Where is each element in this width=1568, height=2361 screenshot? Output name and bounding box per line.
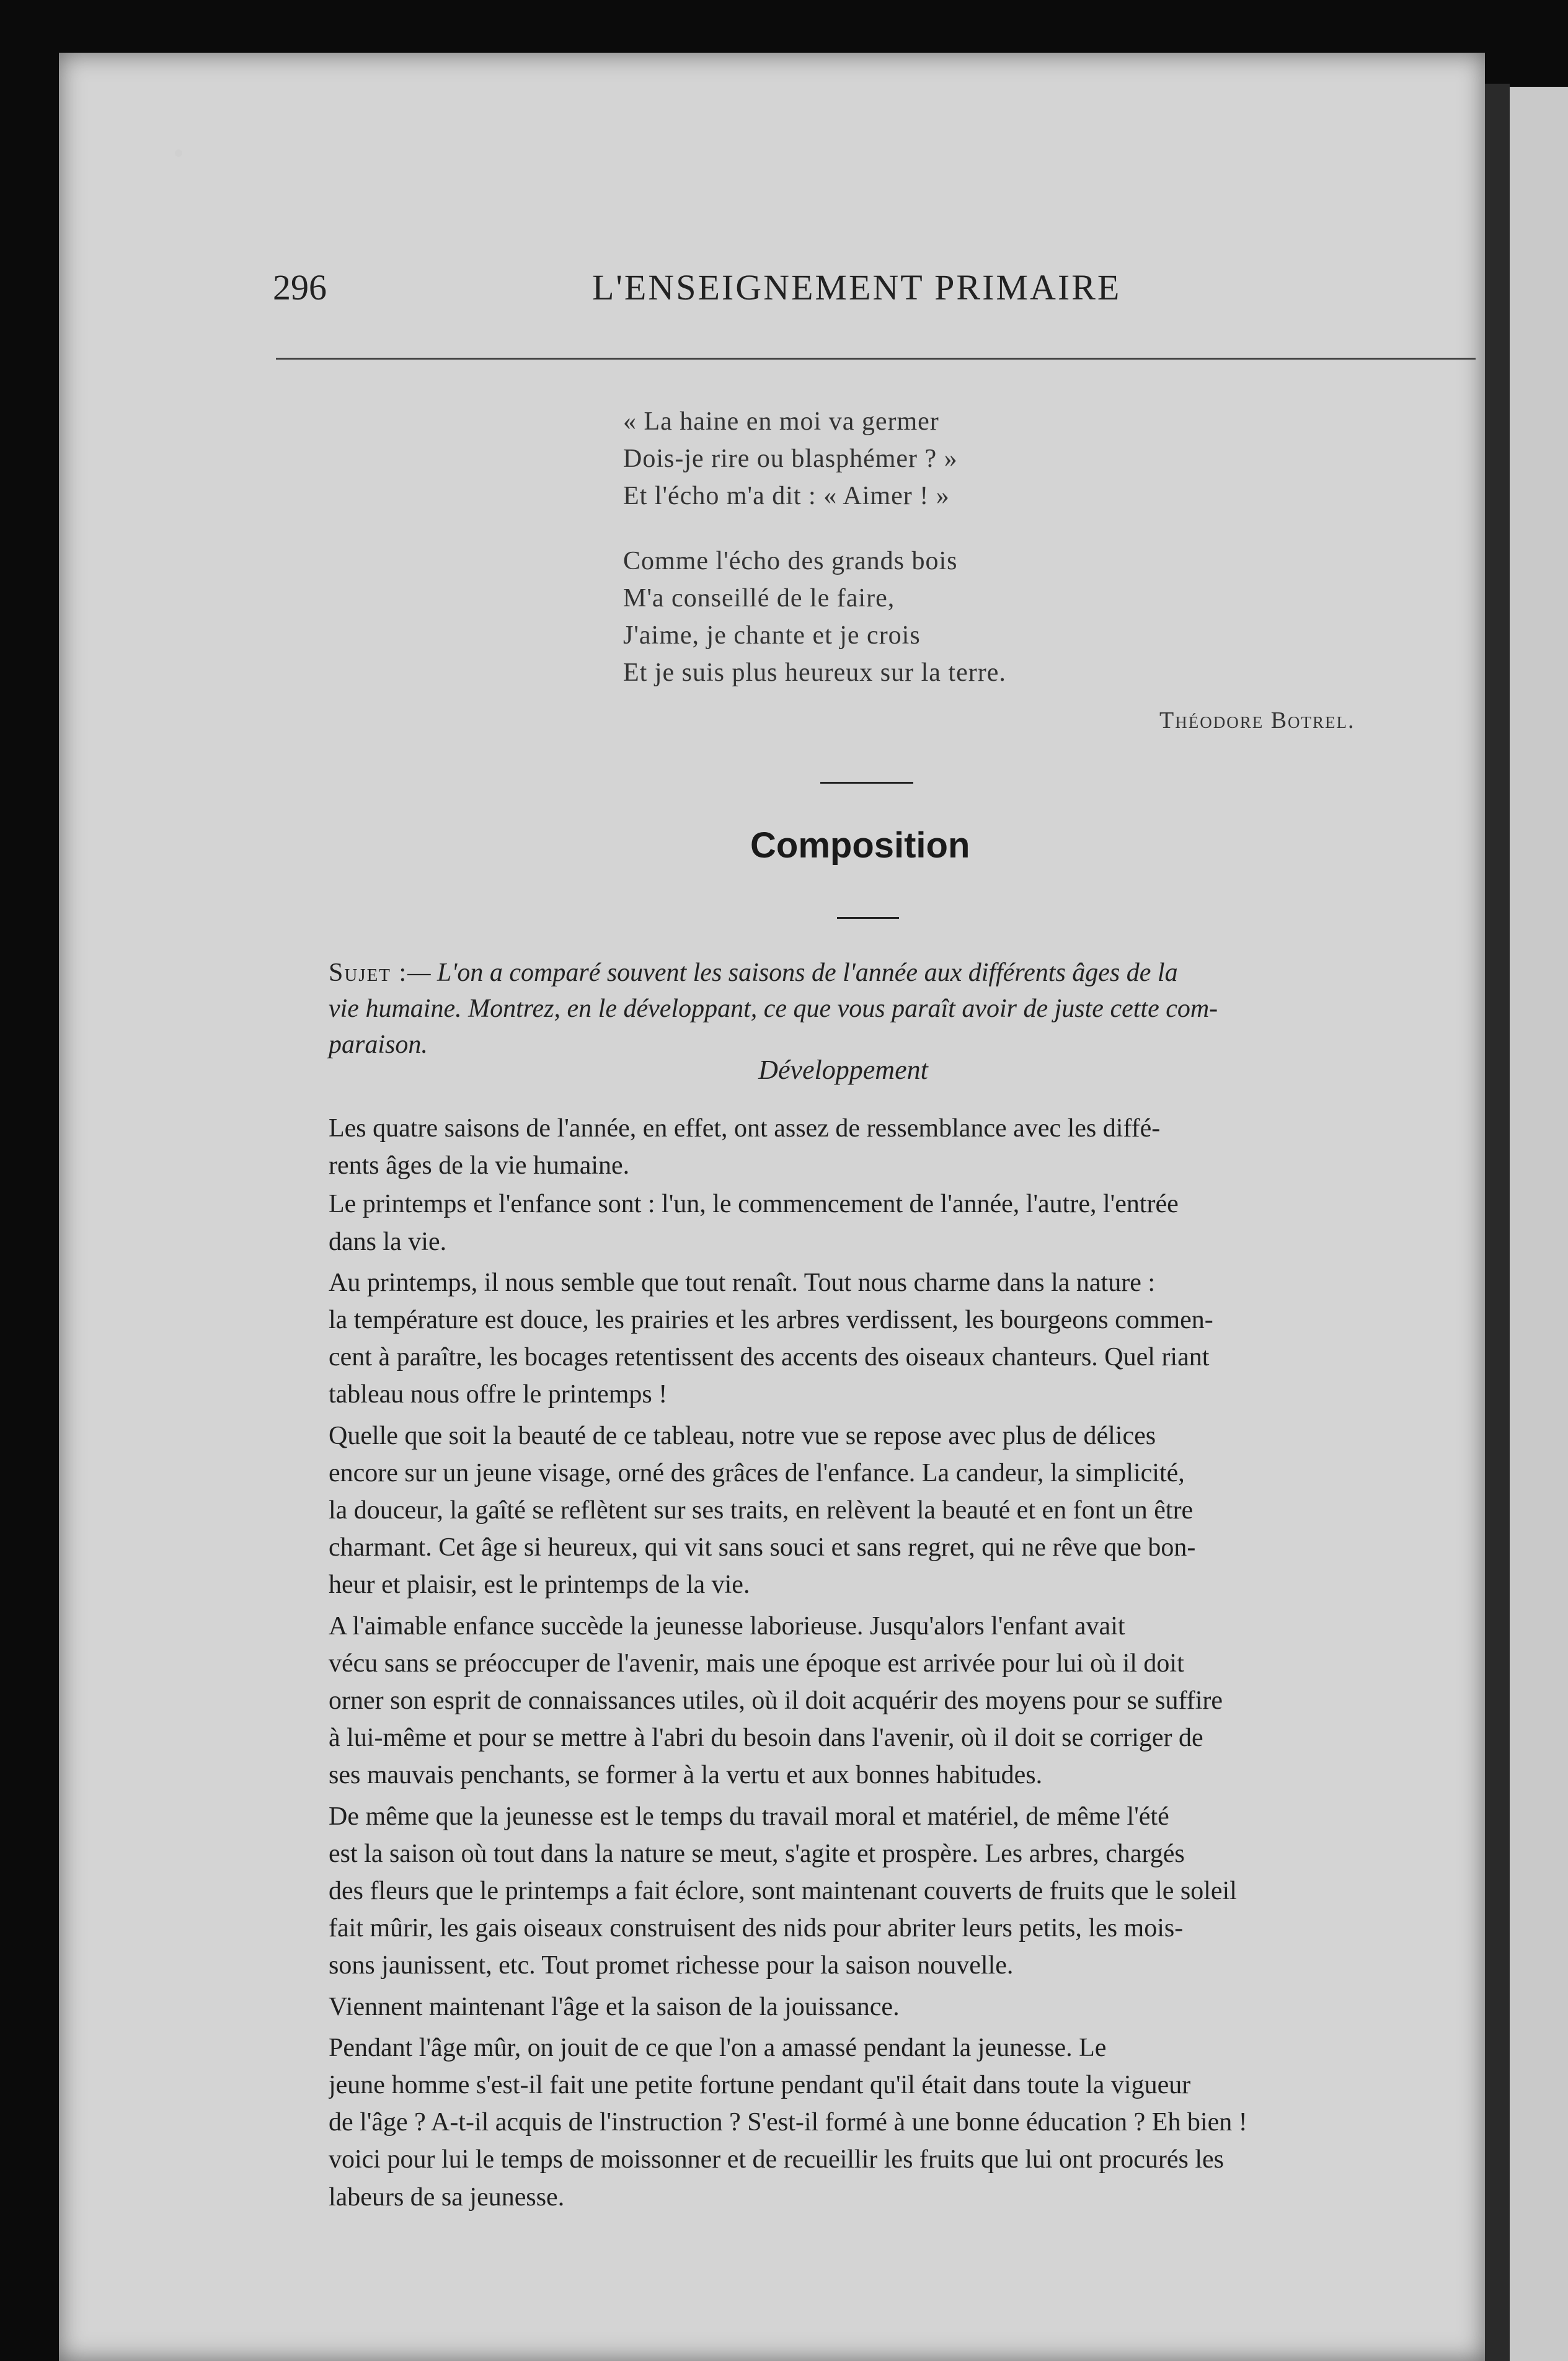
composition-body bbox=[329, 1110, 1473, 2216]
running-title: L'ENSEIGNEMENT PRIMAIRE bbox=[592, 267, 1122, 308]
text-line: cent à paraître, les bocages retentissent des accents des oiseaux chanteurs. Quel riant bbox=[329, 1343, 1210, 1372]
subject-label: Sujet : bbox=[329, 959, 408, 987]
paragraph bbox=[329, 1608, 1473, 1794]
page-number: 296 bbox=[273, 267, 327, 308]
poem-line: Et l'écho m'a dit : « Aimer ! » bbox=[623, 482, 950, 510]
ornament-rule-top bbox=[820, 782, 913, 784]
section-title: Composition bbox=[750, 825, 970, 866]
text-line: de l'âge ? A-t-il acquis de l'instruction ? S'est-il formé à une bonne éducation ? Eh bien ! bbox=[329, 2108, 1247, 2137]
paragraph bbox=[329, 1110, 1473, 1184]
subject-line: paraison. bbox=[329, 1030, 428, 1059]
text-line: Viennent maintenant l'âge et la saison de la jouissance. bbox=[329, 1992, 900, 2021]
text-line: tableau nous offre le printemps ! bbox=[329, 1380, 668, 1409]
text-line: labeurs de sa jeunesse. bbox=[329, 2182, 565, 2212]
poem-line: « La haine en moi va germer bbox=[623, 407, 939, 436]
text-line: Les quatre saisons de l'année, en effet, ont assez de ressemblance avec les diffé- bbox=[329, 1114, 1161, 1143]
text-line: encore sur un jeune visage, orné des grâces de l'enfance. La candeur, la simplicité, bbox=[329, 1458, 1185, 1487]
header-rule bbox=[276, 358, 1476, 360]
paragraph bbox=[329, 1264, 1473, 1414]
text-line: Au printemps, il nous semble que tout renaît. Tout nous charme dans la nature : bbox=[329, 1268, 1156, 1297]
subject-line: vie humaine. Montrez, en le développant, ce que vous paraît avoir de juste cette com- bbox=[329, 994, 1218, 1023]
text-line: De même que la jeunesse est le temps du travail moral et matériel, de même l'été bbox=[329, 1802, 1169, 1831]
paragraph bbox=[329, 1988, 1473, 2026]
text-line: Pendant l'âge mûr, on jouit de ce que l'on a amassé pendant la jeunesse. Le bbox=[329, 2033, 1107, 2062]
text-line: vécu sans se préoccuper de l'avenir, mais une époque est arrivée pour lui où il doit bbox=[329, 1649, 1184, 1678]
poem-author: Théodore Botrel. bbox=[1159, 707, 1355, 733]
paragraph bbox=[329, 2029, 1473, 2216]
text-line: heur et plaisir, est le printemps de la vie. bbox=[329, 1570, 750, 1600]
subject-line: — L'on a comparé souvent les saisons de l'année aux différents âges de la bbox=[407, 959, 1178, 987]
poem-line: Et je suis plus heureux sur la terre. bbox=[623, 658, 1006, 687]
text-line: A l'aimable enfance succède la jeunesse laborieuse. Jusqu'alors l'enfant avait bbox=[329, 1611, 1125, 1641]
development-title: Développement bbox=[758, 1055, 928, 1085]
text-line: Quelle que soit la beauté de ce tableau, notre vue se repose avec plus de délices bbox=[329, 1421, 1156, 1450]
text-line: orner son esprit de connaissances utiles, où il doit acquérir des moyens pour se suffire bbox=[329, 1686, 1223, 1716]
subject-statement bbox=[329, 955, 1473, 1063]
text-line: sons jaunissent, etc. Tout promet richesse pour la saison nouvelle. bbox=[329, 1951, 1014, 1980]
text-line: dans la vie. bbox=[329, 1227, 447, 1256]
text-line: rents âges de la vie humaine. bbox=[329, 1151, 630, 1180]
text-line: est la saison où tout dans la nature se meut, s'agite et prospère. Les arbres, chargés bbox=[329, 1839, 1185, 1868]
text-line: voici pour lui le temps de moissonner et de recueillir les fruits que lui ont procurés les bbox=[329, 2145, 1224, 2174]
text-line: à lui-même et pour se mettre à l'abri du besoin dans l'avenir, où il doit se corriger de bbox=[329, 1724, 1203, 1753]
text-line: des fleurs que le printemps a fait éclore, sont maintenant couverts de fruits que le soleil bbox=[329, 1877, 1237, 1906]
text-line: fait mûrir, les gais oiseaux construisent des nids pour abriter leurs petits, les mois- bbox=[329, 1914, 1184, 1943]
poem-stanza-1 bbox=[623, 403, 958, 515]
poem-line: M'a conseillé de le faire, bbox=[623, 584, 895, 613]
text-line: Le printemps et l'enfance sont : l'un, le commencement de l'année, l'autre, l'entrée bbox=[329, 1190, 1179, 1219]
adjacent-page bbox=[1510, 87, 1568, 2361]
text-line: ses mauvais penchants, se former à la vertu et aux bonnes habitudes. bbox=[329, 1761, 1043, 1790]
page-edge bbox=[1485, 84, 1510, 2361]
dust-speck bbox=[175, 149, 182, 157]
text-line: charmant. Cet âge si heureux, qui vit sans souci et sans regret, qui ne rêve que bon- bbox=[329, 1533, 1196, 1562]
text-line: la température est douce, les prairies et les arbres verdissent, les bourgeons commen- bbox=[329, 1306, 1213, 1335]
poem-line: J'aime, je chante et je crois bbox=[623, 621, 921, 650]
poem-line: Dois-je rire ou blasphémer ? » bbox=[623, 445, 958, 473]
paragraph bbox=[329, 1417, 1473, 1604]
text-line: la douceur, la gaîté se reflètent sur ses traits, en relèvent la beauté et en font un être bbox=[329, 1496, 1194, 1525]
poem-stanza-2 bbox=[623, 543, 1006, 691]
poem-line: Comme l'écho des grands bois bbox=[623, 547, 958, 575]
paragraph bbox=[329, 1185, 1473, 1260]
ornament-rule-bottom bbox=[837, 917, 899, 919]
paragraph bbox=[329, 1798, 1473, 1985]
text-line: jeune homme s'est-il fait une petite fortune pendant qu'il était dans toute la vigueur bbox=[329, 2071, 1191, 2100]
